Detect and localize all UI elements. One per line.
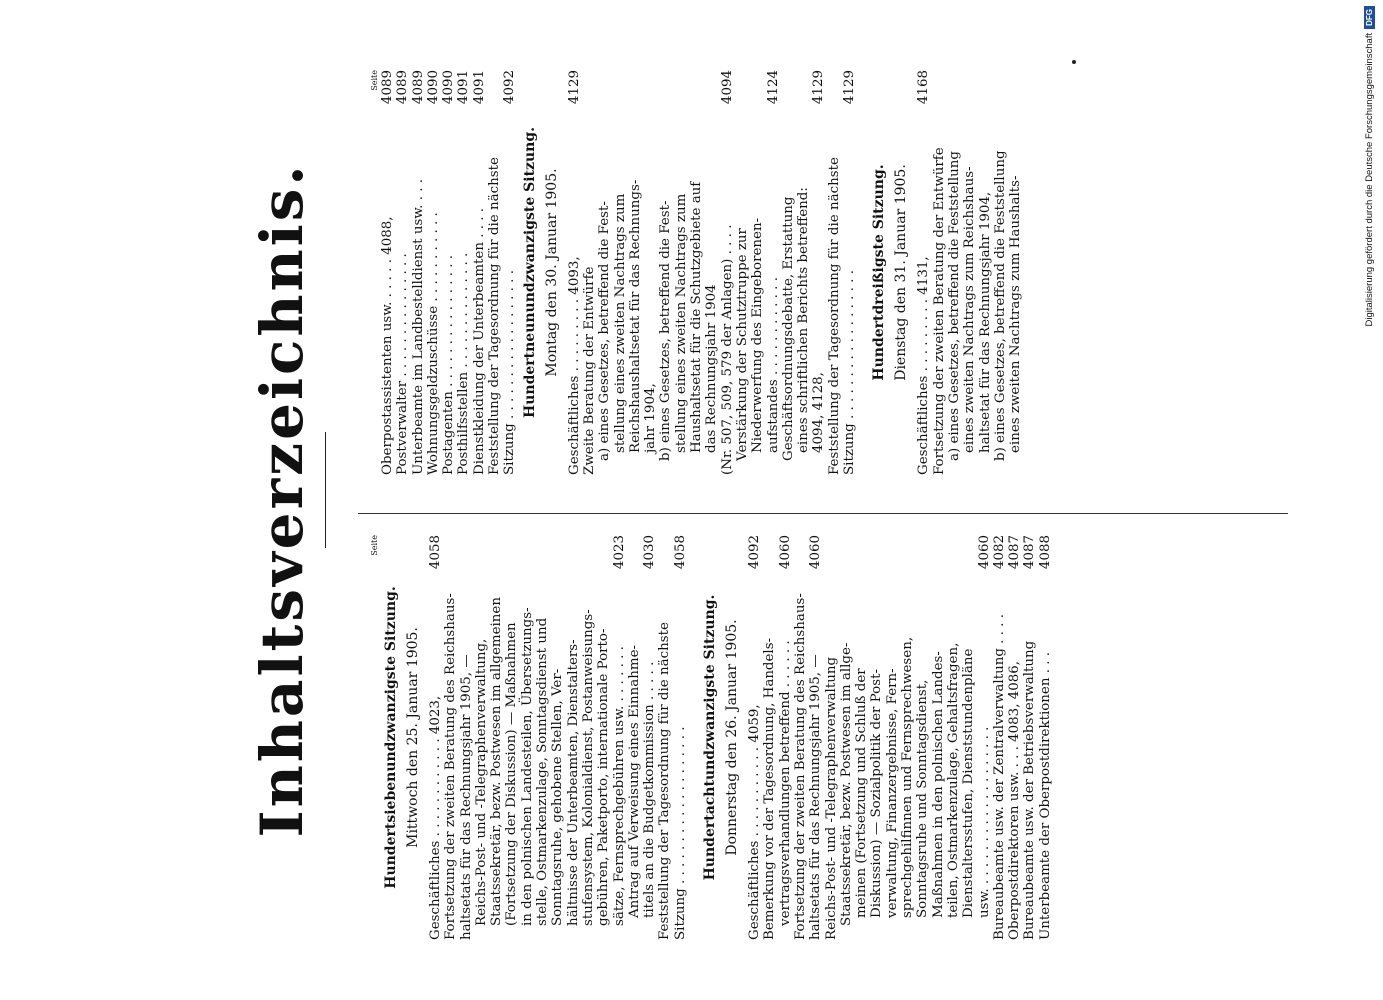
toc-page-number: 4091 xyxy=(472,70,487,110)
toc-page-number: 4129 xyxy=(811,70,826,110)
session-title: Hundertneunundzwanzigste Sitzung. xyxy=(521,126,538,419)
seite-label: Seite xyxy=(370,70,379,91)
toc-page-number: 4091 xyxy=(456,70,471,110)
toc-entry-text: Maßnahmen in den polnischen Landes- xyxy=(930,651,946,918)
toc-entry xyxy=(961,535,976,940)
toc-entry-text: meinen (Fortsetzung und Schluß der xyxy=(854,668,870,918)
toc-entry xyxy=(947,70,962,475)
toc-entry-text: Postverwalter . . . . . . . . . . . . . . . xyxy=(395,253,411,475)
toc-entry xyxy=(824,535,839,940)
toc-entry xyxy=(811,70,826,475)
toc-entry-text: hältnisse der Unterbeamten, Dienstalters- xyxy=(565,639,581,926)
toc-entry xyxy=(441,70,456,475)
toc-entry-text: Zweite Beratung der Entwürfe xyxy=(581,266,597,475)
toc-entry-text: Feststellung der Tagesordnung für die nächste xyxy=(657,622,673,940)
toc-entry xyxy=(472,70,487,475)
toc-entry-text: Sitzung . . . . . . . . . . . . . . . . . . xyxy=(842,270,858,475)
toc-entry-text: Geschäftliches . . . . . . . . . 4093, xyxy=(566,256,582,475)
toc-entry xyxy=(596,535,611,940)
toc-entry xyxy=(766,70,781,475)
digitization-stamp xyxy=(1355,0,1383,1000)
toc-entry xyxy=(793,535,808,940)
toc-entry-text: Bureaubeamte usw. der Betriebsverwaltung xyxy=(1022,640,1038,940)
toc-entry-text: Reichs-Post- und -Telegraphenverwaltung xyxy=(823,656,839,940)
toc-page-number: 4082 xyxy=(992,535,1007,575)
session-block xyxy=(702,535,741,940)
toc-page-number: 4087 xyxy=(1007,535,1022,575)
toc-page-number: 4088 xyxy=(1038,535,1053,575)
scan-speck xyxy=(1072,60,1076,64)
toc-entry-text: aufstandes . . . . . . . . . . . . xyxy=(765,277,781,453)
session-title: Hundertachtundzwanzigste Sitzung. xyxy=(702,594,719,881)
toc-entry xyxy=(474,535,489,940)
toc-entry xyxy=(643,70,658,475)
toc-entry-text: Oberpostdirektoren usw. . . . 4083, 4086, xyxy=(1007,660,1023,940)
toc-entry-text: vertragsverhandlungen betreffend . . . . . . xyxy=(777,640,793,926)
toc-entry-text: sprechgehilfinnen und Fernsprechwesen, xyxy=(900,636,916,918)
stamp-text: Digitalisierung gefördert durch die Deutsche Forschungsgemeinschaft xyxy=(1363,32,1375,327)
right-column xyxy=(370,70,1023,475)
toc-entry-text: verwaltung, Finanzergebnisse, Fern- xyxy=(884,668,900,918)
toc-entry-text: Sonntagsruhe, gehobene Stellen, Ver- xyxy=(550,668,566,926)
toc-entry xyxy=(1007,535,1022,940)
toc-entry xyxy=(916,70,931,475)
seite-label: Seite xyxy=(370,535,379,556)
toc-entry-text: Wohnungsgeldzuschüsse . . . . . . . . . . . xyxy=(425,212,441,475)
toc-entry-text: Fortsetzung der zweiten Beratung der Entwürfe xyxy=(931,147,947,475)
toc-entry-text: stellung eines zweiten Nachtrags zum xyxy=(612,193,628,453)
toc-entry-text: Reichshaushaltsetat für das Rechnungs- xyxy=(627,179,643,453)
toc-entry xyxy=(411,70,426,475)
toc-entry-text: Bureaubeamte usw. der Zentralverwaltung . . . . xyxy=(991,614,1007,940)
toc-entry-text: Fortsetzung der zweiten Beratung des Reichshaus- xyxy=(443,593,459,940)
toc-entry xyxy=(428,535,443,940)
toc-page-number: 4060 xyxy=(778,535,793,575)
toc-page-number: 4168 xyxy=(916,70,931,110)
toc-entry-text: b) eines Gesetzes, betreffend die Fest- xyxy=(658,200,674,461)
toc-entry-text: Reichs-Post- und -Telegraphenverwaltung, xyxy=(473,638,489,926)
toc-entry xyxy=(502,70,517,475)
toc-entry xyxy=(597,70,612,475)
toc-entry xyxy=(842,70,857,475)
toc-entry-text: Haushaltsetat für die Schutzgebiete auf xyxy=(689,181,705,453)
toc-entry xyxy=(747,535,762,940)
toc-entry xyxy=(735,70,750,475)
toc-page-number: 4092 xyxy=(502,70,517,110)
toc-entry-text: usw. . . . . . . . . . . . . . . . . . . . xyxy=(976,726,992,918)
toc-entry-text: Sonntagsruhe und Sonntagsdienst, xyxy=(915,679,931,918)
toc-entry xyxy=(885,535,900,940)
toc-entry xyxy=(628,70,643,475)
toc-entry xyxy=(582,70,597,475)
toc-page-number: 4124 xyxy=(766,70,781,110)
toc-entry xyxy=(581,535,596,940)
session-date: Dienstag den 31. Januar 1905. xyxy=(893,164,910,381)
toc-entry-text: b) eines Gesetzes, betreffend die Feststellung xyxy=(992,150,1008,461)
toc-entry xyxy=(808,535,823,940)
left-column xyxy=(370,535,1053,940)
toc-entry-text: a) eines Gesetzes, betreffend die Feststellung xyxy=(946,151,962,461)
toc-entry xyxy=(978,70,993,475)
toc-entry-text: Posthilfsstellen . . . . . . . . . . . . . . xyxy=(456,252,472,475)
toc-entry-text: Diskussion) — Sozialpolitik der Post- xyxy=(869,668,885,918)
toc-page-number: 4089 xyxy=(380,70,395,110)
toc-entry-text: Staatssekretär, bezw. Postwesen im allgemeinen xyxy=(489,597,505,926)
toc-entry-text: haltsetat für das Rechnungsjahr 1904, xyxy=(977,191,993,453)
toc-entry-text: eines zweiten Nachtrags zum Haushalts- xyxy=(1008,175,1024,453)
toc-entry xyxy=(520,535,535,940)
toc-entry-text: Unterbeamte der Oberpostdirektionen . . . xyxy=(1037,651,1053,940)
toc-entry xyxy=(612,535,627,940)
toc-entry xyxy=(931,535,946,940)
toc-entry xyxy=(627,535,642,940)
toc-entry xyxy=(487,70,502,475)
left-sessions xyxy=(383,535,1053,940)
toc-entry xyxy=(550,535,565,940)
title-divider xyxy=(325,432,326,548)
toc-page-number: 4092 xyxy=(747,535,762,575)
toc-entry-text: in den polnischen Landesteilen, Übersetzungs- xyxy=(519,607,535,926)
toc-entry-text: Feststellung der Tagesordnung für die nächste xyxy=(826,157,842,475)
toc-entry xyxy=(1038,535,1053,940)
session-title: Hundertsiebenundzwanzigste Sitzung. xyxy=(383,586,399,889)
toc-page-number: 4023 xyxy=(612,535,627,575)
toc-entry xyxy=(854,535,869,940)
toc-entry-text: (Nr. 507, 509, 579 der Anlagen) . . . . xyxy=(719,224,735,475)
toc-entry-text: Feststellung der Tagesordnung für die nächste xyxy=(487,157,503,475)
toc-page-number: 4087 xyxy=(1022,535,1037,575)
toc-entry xyxy=(443,535,458,940)
toc-entry xyxy=(1022,535,1037,940)
toc-entry-text: jahr 1904, xyxy=(643,383,659,453)
toc-entry xyxy=(962,70,977,475)
toc-entry xyxy=(673,535,688,940)
session-title: Hundertdreißigste Sitzung. xyxy=(871,164,888,381)
toc-entry xyxy=(993,70,1008,475)
toc-entry-text: Geschäftliches . . . . . . . . . 4131, xyxy=(916,256,932,475)
toc-entry-text: Geschäftliches . . . . . . . . . . . 4059, xyxy=(747,704,763,940)
toc-entry-text: haltsetats für das Rechnungsjahr 1905, — xyxy=(808,654,824,940)
toc-entry-text: teilen, Ostmarkenzulage, Gehaltsfragen, xyxy=(945,642,961,918)
toc-entry xyxy=(869,535,884,940)
toc-entry xyxy=(504,535,519,940)
toc-entry xyxy=(689,70,704,475)
toc-page-number: 4129 xyxy=(842,70,857,110)
toc-entry-text: Bemerkung vor der Tagesordnung, Handels- xyxy=(762,637,778,940)
session-date: Montag den 30. Januar 1905. xyxy=(543,168,560,377)
toc-entry-text: Dienstaltersstufen, Dienststundenpläne xyxy=(961,648,977,918)
toc-entry-text: stelle, Ostmarkenzulage, Sonntagsdienst und xyxy=(535,617,551,926)
toc-entry-text: Sitzung . . . . . . . . . . . . . . . . . . . xyxy=(672,726,688,940)
session-date: Donnerstag den 26. Januar 1905. xyxy=(724,619,741,856)
toc-entry-text: Niederwerfung des Eingeborenen- xyxy=(750,217,766,453)
toc-entry-text: Antrag auf Verweisung eines Einnahme- xyxy=(626,644,642,918)
toc-entry xyxy=(720,70,735,475)
toc-entry-text: Fortsetzung der zweiten Beratung des Reichshaus- xyxy=(792,593,808,940)
right-sessions xyxy=(522,70,1024,475)
toc-entry xyxy=(380,70,395,475)
toc-entry xyxy=(1008,70,1023,475)
toc-entry-text: 4094, 4128, xyxy=(811,372,827,453)
toc-page-number: 4090 xyxy=(426,70,441,110)
dfg-logo: DFG xyxy=(1364,6,1375,29)
toc-page-number: 4090 xyxy=(441,70,456,110)
toc-entry xyxy=(900,535,915,940)
toc-entry xyxy=(657,535,672,940)
toc-entry xyxy=(613,70,628,475)
toc-page-number: 4058 xyxy=(673,535,688,575)
toc-entry xyxy=(704,70,719,475)
toc-entry xyxy=(674,70,689,475)
toc-page-number: 4094 xyxy=(720,70,735,110)
session-block xyxy=(522,70,561,475)
toc-entry-text: stufensystem, Kolonialdienst, Postanweisungs- xyxy=(580,609,596,926)
toc-entry xyxy=(426,70,441,475)
toc-entry-text: Postagenten . . . . . . . . . . . . . . . . xyxy=(441,254,457,475)
session-date: Mittwoch den 25. Januar 1905. xyxy=(405,627,421,848)
toc-entry xyxy=(778,535,793,940)
toc-entry-text: Verstärkung der Schutztruppe zur xyxy=(734,228,750,461)
toc-entry xyxy=(781,70,796,475)
toc-entry xyxy=(946,535,961,940)
toc-entry-text: Staatssekretär, bezw. Postwesen im allge- xyxy=(838,642,854,926)
toc-entry xyxy=(762,535,777,940)
toc-entry-text: eines schriftlichen Berichts betreffend: xyxy=(796,187,812,453)
column-divider xyxy=(358,513,1288,514)
toc-entry-text: Sitzung . . . . . . . . . . . . . . . . . . xyxy=(502,270,518,475)
toc-entry xyxy=(566,535,581,940)
toc-entry-text: Unterbeamte im Landbestelldienst usw. . . . xyxy=(410,179,426,475)
session-block xyxy=(383,535,422,940)
toc-entry xyxy=(932,70,947,475)
toc-page-number: 4060 xyxy=(977,535,992,575)
toc-page-number: 4030 xyxy=(642,535,657,575)
toc-entry xyxy=(915,535,930,940)
toc-entry-text: Dienstkleidung der Unterbeamten . . . . xyxy=(471,207,487,475)
toc-page-number: 4089 xyxy=(395,70,410,110)
toc-entry xyxy=(456,70,471,475)
toc-page-number: 4089 xyxy=(411,70,426,110)
toc-entry xyxy=(567,70,582,475)
toc-entry xyxy=(992,535,1007,940)
toc-entry-text: haltsetats für das Rechnungsjahr 1905, — xyxy=(458,654,474,940)
toc-entry xyxy=(459,535,474,940)
toc-entry xyxy=(658,70,673,475)
toc-entry xyxy=(750,70,765,475)
toc-page-number: 4058 xyxy=(428,535,443,575)
right-continued-entries xyxy=(380,70,518,475)
toc-entry xyxy=(642,535,657,940)
toc-entry-text: Oberpostassistenten usw. . . . . . 4088, xyxy=(380,216,395,475)
toc-entry xyxy=(489,535,504,940)
toc-entry-text: titels an die Budgetkommission . . . . . xyxy=(642,661,658,918)
toc-entry xyxy=(395,70,410,475)
toc-entry-text: Geschäftliches . . . . . . . . . . . . 4023, xyxy=(428,695,443,940)
toc-entry-text: Geschäftsordnungsdebatte, Erstattung xyxy=(780,196,796,461)
toc-entry xyxy=(827,70,842,475)
page-title: Inhaltsverzeichnis. xyxy=(248,162,316,838)
toc-entry xyxy=(796,70,811,475)
toc-entry-text: (Fortsetzung der Diskussion) — Maßnahmen xyxy=(504,622,520,926)
toc-entry-text: sätze, Fernsprechgebühren usw. . . . . . . . xyxy=(611,646,627,926)
session-block xyxy=(871,70,910,475)
toc-entry xyxy=(839,535,854,940)
toc-entry-text: das Rechnungsjahr 1904 xyxy=(704,284,720,453)
toc-entry xyxy=(535,535,550,940)
toc-page-number: 4129 xyxy=(567,70,582,110)
toc-entry-text: eines zweiten Nachtrags zum Reichshaus- xyxy=(962,166,978,453)
toc-entry-text: stellung eines zweiten Nachtrags zum xyxy=(673,193,689,453)
toc-page-number: 4060 xyxy=(808,535,823,575)
toc-entry-text: a) eines Gesetzes, betreffend die Fest- xyxy=(597,201,613,461)
toc-entry xyxy=(977,535,992,940)
toc-entry-text: gebühren, Paketporto, internationale Porto- xyxy=(596,628,612,926)
